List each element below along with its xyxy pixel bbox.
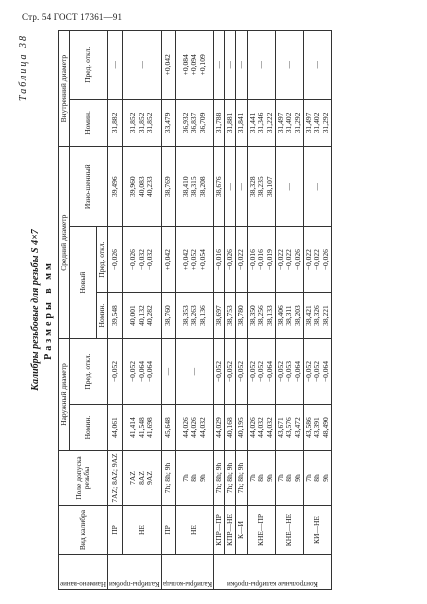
cell-o-nom: 44,026 44,026 44,032 [176, 405, 213, 451]
cell-i-otkl: — [247, 31, 275, 100]
cell-m-otkl: −0,026 [107, 227, 122, 293]
th-mid-izn: Изно-шенный [70, 147, 108, 227]
cell-o-otkl: — [176, 339, 213, 405]
gauge-table [58, 30, 332, 590]
cell-m-otkl: −0,022 −0,022 −0,026 [304, 227, 332, 293]
cell-m-nom: 38,697 [213, 293, 224, 339]
cell-i-nom: 33,479 [161, 99, 176, 147]
cell-pole: 7h; 8h; 9h [161, 451, 176, 506]
cell-i-nom: 31,788 [213, 99, 224, 147]
cell-i-otkl: — [236, 31, 247, 100]
th-naim: Наимено-вание [59, 555, 108, 590]
cell-m-nom: 38,421 38,326 38,221 [304, 293, 332, 339]
th-outer-nom: Номин. [70, 405, 108, 451]
cell-vid: ПР [107, 506, 122, 555]
cell-m-nom: 38,353 38,263 38,136 [176, 293, 213, 339]
cell-m-nom: 38,780 [236, 293, 247, 339]
table-row [275, 31, 303, 590]
cell-vid: КНЕ—НЕ [275, 506, 303, 555]
cell-i-otkl: — [224, 31, 235, 100]
cell-o-nom: 44,026 44,032 44,032 [247, 405, 275, 451]
cell-pole: 7h 8h 9h [304, 451, 332, 506]
cell-vid: КИ—НЕ [304, 506, 332, 555]
th-mid: Средний диаметр [59, 147, 70, 339]
cell-pole: 7h 8h 9h [247, 451, 275, 506]
cell-m-nom: 38,753 [224, 293, 235, 339]
cell-o-nom: 43,586 43,391 48,490 [304, 405, 332, 451]
cell-vid: КНЕ—ПР [247, 506, 275, 555]
table-subtitle: Размеры в мм [43, 260, 54, 360]
th-outer: Наружный диаметр [59, 339, 70, 451]
cell-m-izn: 39,496 [107, 147, 122, 227]
cell-m-izn: — [224, 147, 235, 227]
cell-o-otkl: −0,052 −0,052 −0,064 [247, 339, 275, 405]
cell-o-nom: 41,414 41,548 41,698 [123, 405, 161, 451]
table-row [236, 31, 247, 590]
table-row [304, 31, 332, 590]
cell-m-otkl: −0,026 [224, 227, 235, 293]
cell-m-nom: 39,548 [107, 293, 122, 339]
cell-m-izn: — [236, 147, 247, 227]
th-outer-otkl: Пред. откл. [70, 339, 108, 405]
cell-pole: 7h; 8h; 9h [213, 451, 224, 506]
table-row [176, 31, 213, 590]
cell-i-otkl: +0,084 +0,094 +0,109 [176, 31, 213, 100]
cell-o-nom: 45,648 [161, 405, 176, 451]
cell-o-nom: 40,168 [224, 405, 235, 451]
cell-m-izn: 39,960 40,083 40,233 [123, 147, 161, 227]
table-row [107, 31, 122, 590]
cell-o-otkl: −0,052 [213, 339, 224, 405]
cell-i-nom: 31,881 [224, 99, 235, 147]
cell-m-izn: — [304, 147, 332, 227]
cell-i-nom: 31,441 31,346 31,222 [247, 99, 275, 147]
cell-i-nom: 36,932 36,837 36,709 [176, 99, 213, 147]
cell-m-nom: 38,760 [161, 293, 176, 339]
cell-i-nom: 31,497 31,402 31,292 [304, 99, 332, 147]
cell-i-nom: 31,841 [236, 99, 247, 147]
cell-pole: 7AZ 8AZ 9AZ [123, 451, 161, 506]
cell-vid: КПР—НЕ [224, 506, 235, 555]
cell-m-otkl: −0,026 −0,032 −0,032 [123, 227, 161, 293]
table-row [224, 31, 235, 590]
group-label: Контрольные калибры-пробки [226, 580, 318, 588]
cell-o-nom: 43,671 43,576 43,472 [275, 405, 303, 451]
group-label-cell [213, 555, 332, 590]
cell-m-nom: 38,406 38,311 38,203 [275, 293, 303, 339]
cell-o-nom: 44,061 [107, 405, 122, 451]
cell-o-nom: 44,029 [213, 405, 224, 451]
cell-m-izn: — [275, 147, 303, 227]
th-mid-new: Новый [70, 227, 96, 339]
group-label-cell [107, 555, 161, 590]
table-title: Калибры резьбовые для резьбы S 4×7 [30, 229, 41, 391]
cell-pole: 7h 8h 9h [176, 451, 213, 506]
cell-vid: НЕ [123, 506, 161, 555]
table-row [161, 31, 176, 590]
th-inner-otkl: Пред. откл. [70, 31, 108, 100]
table-row [213, 31, 224, 590]
th-inner-nom: Номин. [70, 99, 108, 147]
cell-o-otkl: −0,052 [107, 339, 122, 405]
cell-m-izn: 38,769 [161, 147, 176, 227]
table-row [247, 31, 275, 590]
cell-vid: ПР [161, 506, 176, 555]
table-row [123, 31, 161, 590]
cell-o-otkl: −0,052 −0,064 −0,064 [123, 339, 161, 405]
cell-vid: К—И [236, 506, 247, 555]
cell-m-nom: 40,001 40,132 40,282 [123, 293, 161, 339]
cell-m-otkl: −0,016 [213, 227, 224, 293]
cell-i-nom: 31,852 31,852 31,852 [123, 99, 161, 147]
page-header: Стр. 54 ГОСТ 17361—91 [22, 12, 123, 22]
group-label: Калибры-кольца [162, 580, 212, 588]
table-body [107, 31, 331, 590]
cell-o-otkl: −0,052 −0,052 −0,064 [304, 339, 332, 405]
cell-pole: 7h; 8h; 9h [224, 451, 235, 506]
th-mid-nom: Номин. [96, 293, 107, 339]
cell-i-otkl: — [213, 31, 224, 100]
cell-o-otkl: −0,052 [224, 339, 235, 405]
cell-o-otkl: −0,052 [236, 339, 247, 405]
cell-m-izn: 38,676 [213, 147, 224, 227]
cell-m-nom: 38,350 38,256 38,133 [247, 293, 275, 339]
rotated-page [18, 30, 416, 590]
cell-vid: КПР—ПР [213, 506, 224, 555]
th-vid: Вид калибра [59, 506, 108, 555]
th-inner: Внутренний диаметр [59, 31, 70, 147]
cell-i-nom: 31,497 31,402 31,292 [275, 99, 303, 147]
cell-i-otkl: — [304, 31, 332, 100]
cell-i-otkl: +0,042 [161, 31, 176, 100]
header-row-1 [59, 31, 70, 590]
cell-i-otkl: — [275, 31, 303, 100]
cell-pole: 7h; 8h; 9h [236, 451, 247, 506]
cell-m-otkl: −0,022 [236, 227, 247, 293]
cell-m-otkl: +0,042 [161, 227, 176, 293]
cell-pole: 7AZ; 8AZ; 9AZ [107, 451, 122, 506]
cell-m-otkl: −0,016 −0,016 −0,019 [247, 227, 275, 293]
cell-o-nom: 40,195 [236, 405, 247, 451]
table-number: Таблица 38 [18, 34, 29, 101]
th-mid-otkl: Пред. откл. [96, 227, 107, 293]
cell-pole: 7h 8h 9h [275, 451, 303, 506]
cell-i-otkl: — [123, 31, 161, 100]
cell-m-otkl: −0,022 −0,022 −0,026 [275, 227, 303, 293]
cell-m-izn: 38,328 38,235 38,107 [247, 147, 275, 227]
cell-m-otkl: +0,042 +0,052 +0,054 [176, 227, 213, 293]
group-label-cell [161, 555, 213, 590]
cell-o-otkl: — [161, 339, 176, 405]
cell-m-izn: 38,410 38,315 38,208 [176, 147, 213, 227]
cell-i-nom: 31,882 [107, 99, 122, 147]
th-pole: Поле допуска резьбы [59, 451, 108, 506]
cell-vid: НЕ [176, 506, 213, 555]
group-label: Калибры-пробки [108, 580, 160, 588]
cell-i-otkl: — [107, 31, 122, 100]
cell-o-otkl: −0,052 −0,053 −0,064 [275, 339, 303, 405]
